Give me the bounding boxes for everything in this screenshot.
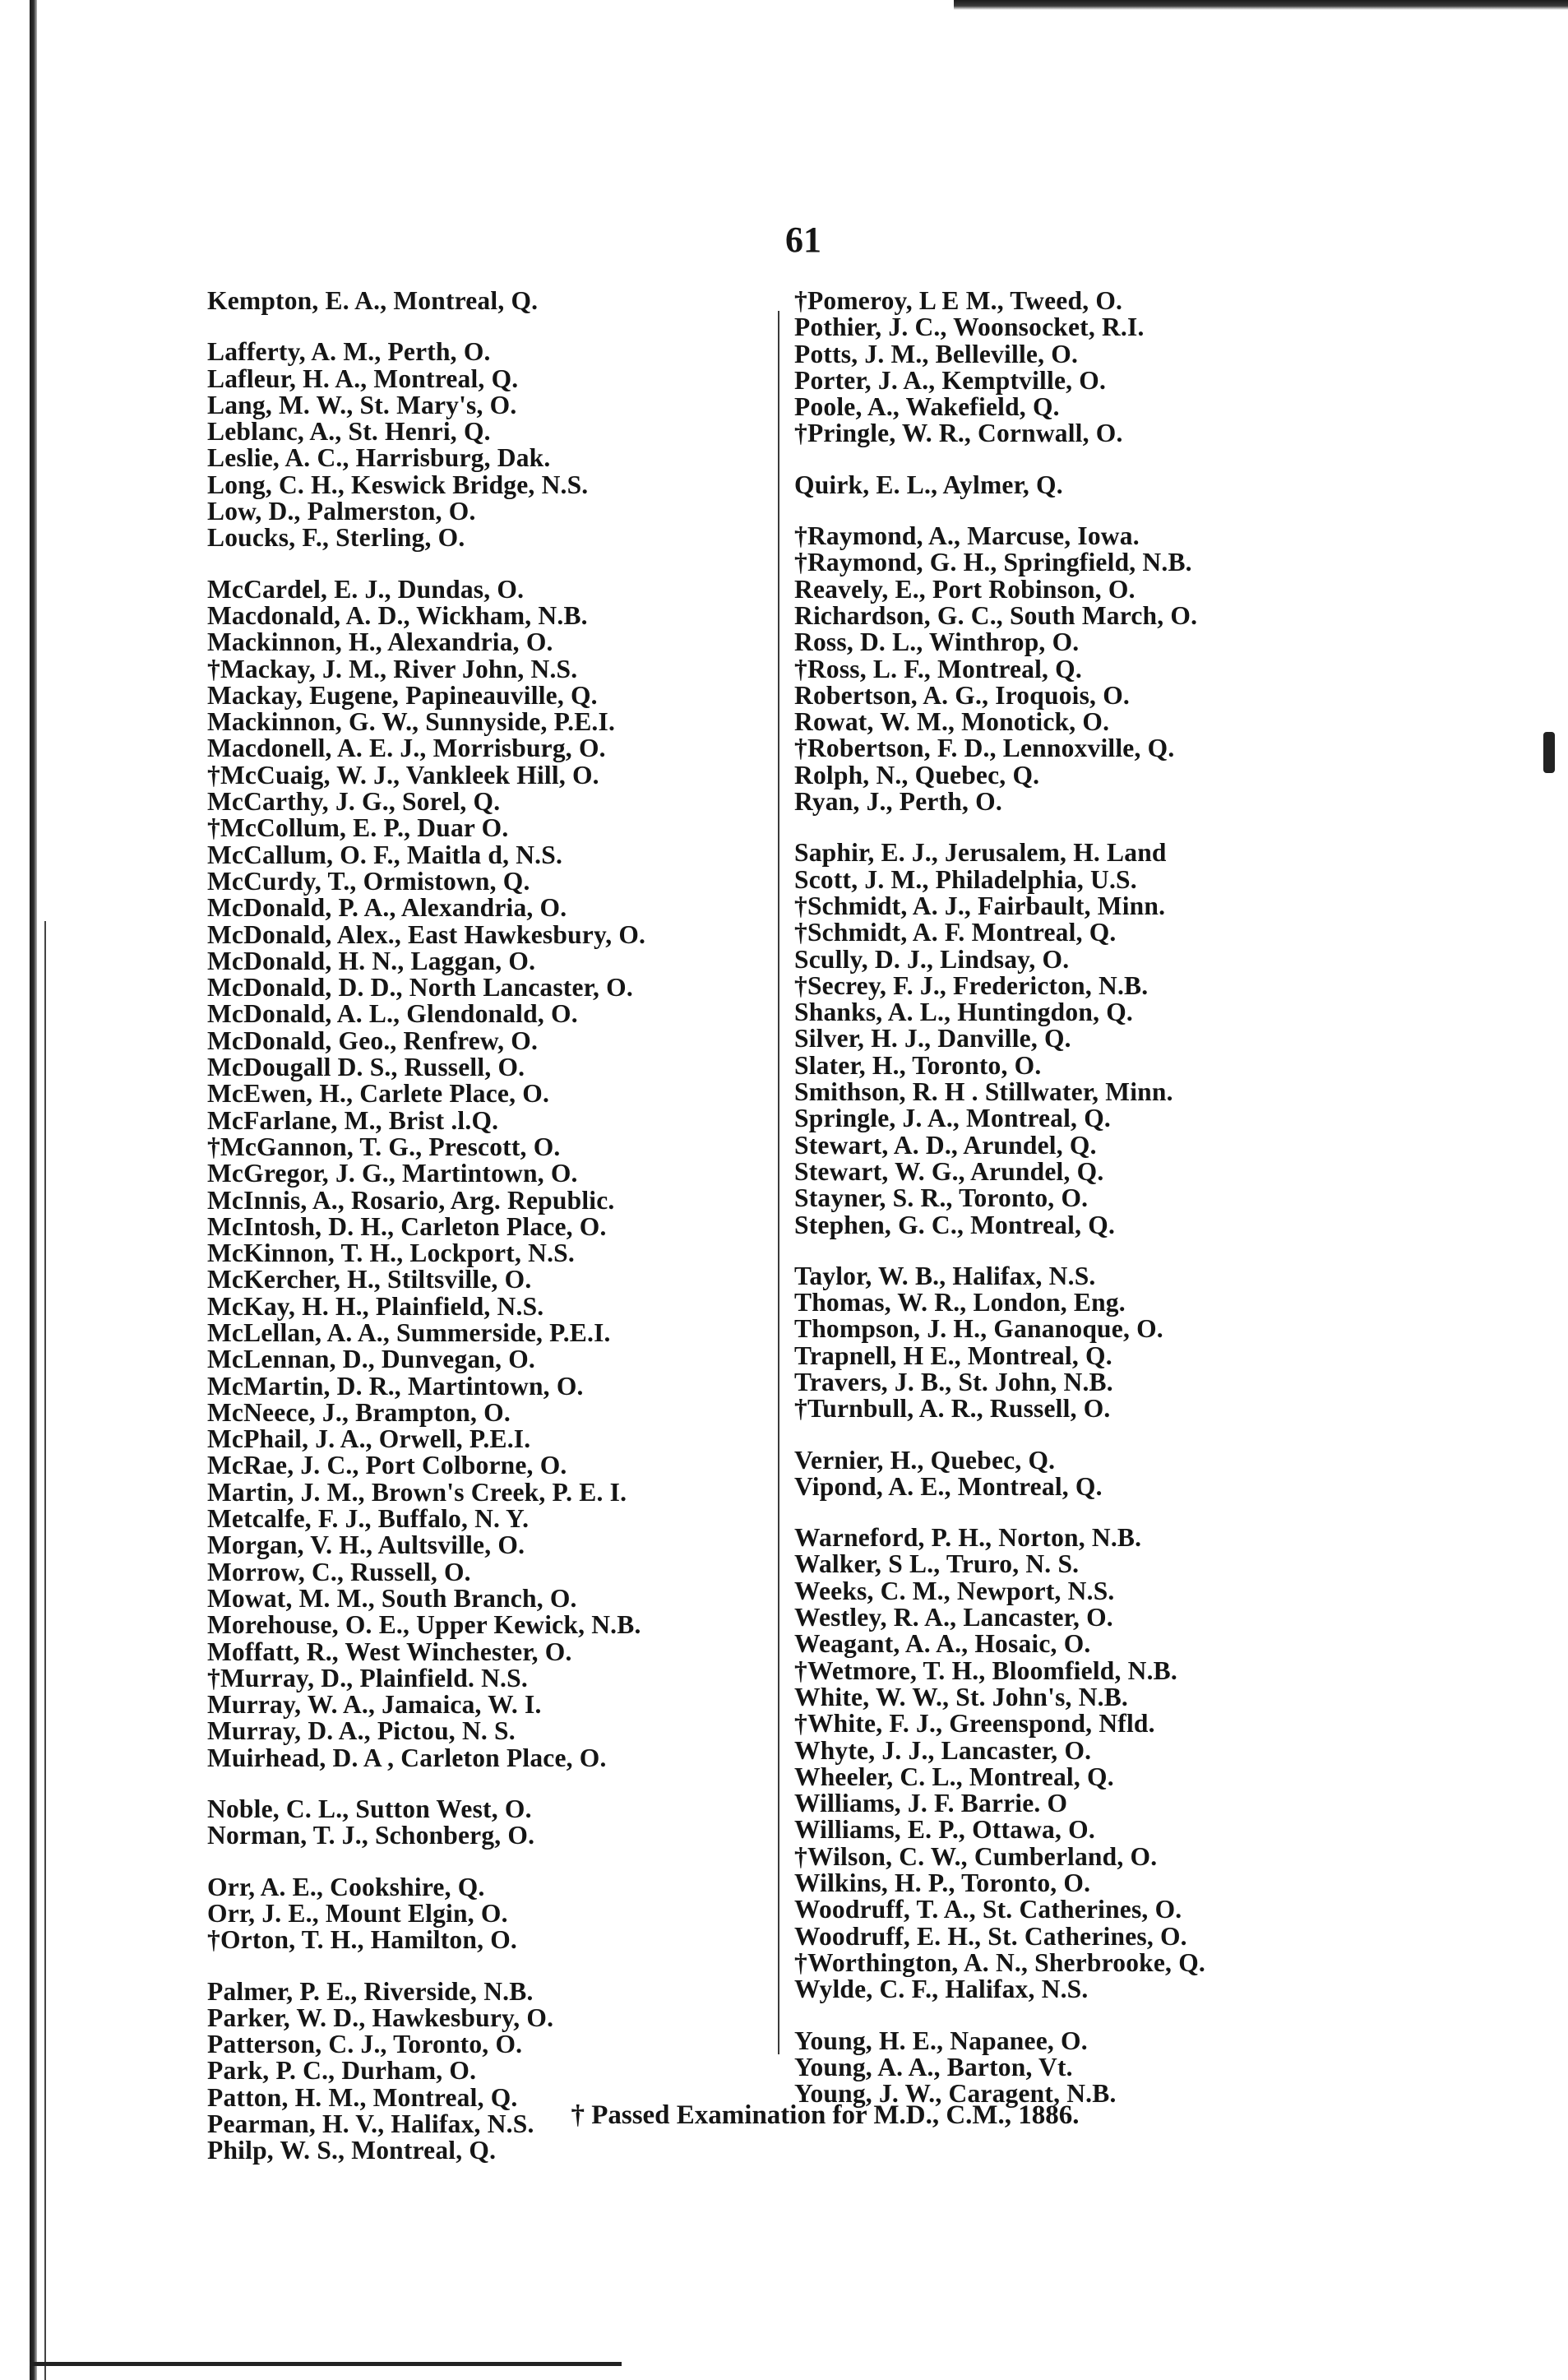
bottom-edge-shadow <box>30 2362 622 2366</box>
list-item: Macdonell, A. E. J., Morrisburg, O. <box>207 734 606 763</box>
name-group <box>794 1525 1321 2003</box>
list-item: Kempton, E. A., Montreal, Q. <box>207 286 539 315</box>
list-item: Poole, A., Wakefield, Q. <box>794 392 1060 422</box>
list-item: Orr, A. E., Cookshire, Q. <box>207 1872 485 1901</box>
right-column-list <box>794 288 1321 2107</box>
list-item: Mackay, Eugene, Papineauville, Q. <box>207 680 598 710</box>
name-group <box>794 1263 1321 1423</box>
list-item: Silver, H. J., Danville, Q. <box>794 1024 1071 1053</box>
list-item: Potts, J. M., Belleville, O. <box>794 339 1079 368</box>
list-item: Wylde, C. F., Halifax, N.S. <box>794 1975 1089 2004</box>
list-item: Vernier, H., Quebec, Q. <box>794 1445 1056 1475</box>
list-item: Rolph, N., Quebec, Q. <box>794 760 1040 789</box>
list-item: †Robertson, F. D., Lennoxville, Q. <box>794 734 1175 763</box>
list-item: Low, D., Palmerston, O. <box>207 497 476 526</box>
name-group <box>794 288 1321 447</box>
list-item: Mowat, M. M., South Branch, O. <box>207 1583 577 1613</box>
list-item: Saphir, E. J., Jerusalem, H. Land <box>794 838 1167 868</box>
list-item: Leblanc, A., St. Henri, Q. <box>207 417 491 447</box>
list-item: †Pringle, W. R., Cornwall, O. <box>794 419 1123 448</box>
list-item: Ryan, J., Perth, O. <box>794 787 1002 817</box>
list-item: Scott, J. M., Philadelphia, U.S. <box>794 864 1137 894</box>
list-item: †Orton, T. H., Hamilton, O. <box>207 1925 518 1955</box>
list-item: Norman, T. J., Schonberg, O. <box>207 1821 535 1850</box>
list-item: McDonald, Geo., Renfrew, O. <box>207 1026 539 1055</box>
list-item: †Worthington, A. N., Sherbrooke, Q. <box>794 1947 1205 1977</box>
footnote: † Passed Examination for M.D., C.M., 1886. <box>571 2100 1080 2130</box>
list-item: Thomas, W. R., London, Eng. <box>794 1288 1126 1317</box>
list-item: Long, C. H., Keswick Bridge, N.S. <box>207 470 589 499</box>
list-item: Slater, H., Toronto, O. <box>794 1050 1042 1080</box>
list-item: McLellan, A. A., Summerside, P.E.I. <box>207 1317 611 1347</box>
list-item: Patterson, C. J., Toronto, O. <box>207 2030 523 2059</box>
list-item: McCarthy, J. G., Sorel, Q. <box>207 787 501 817</box>
list-item: McDougall D. S., Russell, O. <box>207 1053 525 1082</box>
list-item: Martin, J. M., Brown's Creek, P. E. I. <box>207 1477 627 1507</box>
list-item: McDonald, H. N., Laggan, O. <box>207 946 536 975</box>
list-item: Stewart, A. D., Arundel, Q. <box>794 1130 1097 1160</box>
list-item: †Raymond, A., Marcuse, Iowa. <box>794 521 1140 551</box>
list-item: †Wetmore, T. H., Bloomfield, N.B. <box>794 1655 1177 1685</box>
list-item: McCurdy, T., Ormistown, Q. <box>207 866 530 896</box>
list-item: McFarlane, M., Brist .l.Q. <box>207 1105 499 1135</box>
list-item: Taylor, W. B., Halifax, N.S. <box>794 1261 1096 1290</box>
list-item: Williams, J. F. Barrie. O <box>794 1789 1068 1818</box>
list-item: Trapnell, H E., Montreal, Q. <box>794 1340 1112 1370</box>
left-column-list <box>207 288 750 2165</box>
list-item: Springle, J. A., Montreal, Q. <box>794 1104 1111 1133</box>
list-item: Stephen, G. C., Montreal, Q. <box>794 1210 1116 1239</box>
list-item: McIntosh, D. H., Carleton Place, O. <box>207 1211 607 1241</box>
list-item: Noble, C. L., Sutton West, O. <box>207 1794 532 1824</box>
list-item: McDonald, D. D., North Lancaster, O. <box>207 973 633 1002</box>
list-item: Philp, W. S., Montreal, Q. <box>207 2136 497 2165</box>
list-item: McKinnon, T. H., Lockport, N.S. <box>207 1239 575 1268</box>
list-item: Robertson, A. G., Iroquois, O. <box>794 680 1130 710</box>
list-item: Mackinnon, G. W., Sunnyside, P.E.I. <box>207 707 616 737</box>
list-item: McCardel, E. J., Dundas, O. <box>207 574 525 604</box>
list-item: McDonald, Alex., East Hawkesbury, O. <box>207 919 646 949</box>
list-item: McKercher, H., Stiltsville, O. <box>207 1265 532 1294</box>
list-item: Young, A. A., Barton, Vt. <box>794 2052 1073 2081</box>
list-item: McMartin, D. R., Martintown, O. <box>207 1371 584 1401</box>
list-item: †White, F. J., Greenspond, Nfld. <box>794 1709 1155 1739</box>
list-item: Thompson, J. H., Gananoque, O. <box>794 1314 1163 1344</box>
list-item: Morrow, C., Russell, O. <box>207 1557 471 1586</box>
list-item: Lafferty, A. M., Perth, O. <box>207 337 491 367</box>
name-group <box>794 523 1321 815</box>
list-item: Parker, W. D., Hawkesbury, O. <box>207 2003 554 2032</box>
list-item: Lafleur, H. A., Montreal, Q. <box>207 363 519 393</box>
list-item: †Turnbull, A. R., Russell, O. <box>794 1394 1111 1424</box>
page-number: 61 <box>785 220 821 260</box>
name-group <box>794 840 1321 1238</box>
list-item: Moffatt, R., West Winchester, O. <box>207 1637 572 1666</box>
list-item: Loucks, F., Sterling, O. <box>207 523 465 553</box>
list-item: Scully, D. J., Lindsay, O. <box>794 944 1070 974</box>
list-item: McInnis, A., Rosario, Arg. Republic. <box>207 1185 615 1215</box>
name-group <box>794 2028 1321 2108</box>
list-item: †Murray, D., Plainfield. N.S. <box>207 1663 528 1692</box>
name-group <box>207 339 750 551</box>
list-item: Leslie, A. C., Harrisburg, Dak. <box>207 443 551 473</box>
list-item: Wheeler, C. L., Montreal, Q. <box>794 1762 1114 1791</box>
list-item: McLennan, D., Dunvegan, O. <box>207 1345 535 1374</box>
list-item: Rowat, W. M., Monotick, O. <box>794 707 1110 737</box>
list-item: Young, J. W., Caragent, N.B. <box>794 2079 1117 2109</box>
list-item: Richardson, G. C., South March, O. <box>794 600 1198 630</box>
list-item: Westley, R. A., Lancaster, O. <box>794 1603 1113 1632</box>
list-item: †Pomeroy, L E M., Tweed, O. <box>794 286 1123 315</box>
list-item: Lang, M. W., St. Mary's, O. <box>207 390 517 419</box>
list-item: Reavely, E., Port Robinson, O. <box>794 574 1136 604</box>
list-item: †Wilson, C. W., Cumberland, O. <box>794 1841 1158 1871</box>
list-item: Orr, J. E., Mount Elgin, O. <box>207 1898 508 1928</box>
name-group <box>207 288 750 314</box>
list-item: McRae, J. C., Port Colborne, O. <box>207 1451 567 1480</box>
list-item: †Schmidt, A. J., Fairbault, Minn. <box>794 891 1166 920</box>
list-item: White, W. W., St. John's, N.B. <box>794 1682 1129 1711</box>
list-item: Woodruff, T. A., St. Catherines, O. <box>794 1895 1182 1924</box>
list-item: Williams, E. P., Ottawa, O. <box>794 1815 1095 1845</box>
name-group <box>207 576 750 1771</box>
list-item: Pothier, J. C., Woonsocket, R.I. <box>794 313 1145 342</box>
list-item: McKay, H. H., Plainfield, N.S. <box>207 1291 544 1321</box>
list-item: Metcalfe, F. J., Buffalo, N. Y. <box>207 1504 530 1534</box>
list-item: Smithson, R. H . Stillwater, Minn. <box>794 1077 1173 1107</box>
list-item: Pearman, H. V., Halifax, N.S. <box>207 2109 534 2138</box>
list-item: McGregor, J. G., Martintown, O. <box>207 1159 578 1188</box>
top-edge-shadow <box>954 0 1568 10</box>
list-item: †Mackay, J. M., River John, N.S. <box>207 654 578 683</box>
list-item: Warneford, P. H., Norton, N.B. <box>794 1523 1142 1553</box>
list-item: Macdonald, A. D., Wickham, N.B. <box>207 600 588 630</box>
list-item: Weagant, A. A., Hosaic, O. <box>794 1629 1091 1659</box>
list-item: Woodruff, E. H., St. Catherines, O. <box>794 1921 1187 1951</box>
list-item: Stewart, W. G., Arundel, Q. <box>794 1156 1104 1186</box>
list-item: McCallum, O. F., Maitla d, N.S. <box>207 840 563 869</box>
list-item: McDonald, A. L., Glendonald, O. <box>207 999 578 1029</box>
list-item: Vipond, A. E., Montreal, Q. <box>794 1471 1103 1501</box>
column-divider <box>778 311 779 2054</box>
list-item: †McCuaig, W. J., Vankleek Hill, O. <box>207 760 599 789</box>
list-item: McPhail, J. A., Orwell, P.E.I. <box>207 1424 531 1454</box>
list-item: †Raymond, G. H., Springfield, N.B. <box>794 548 1192 577</box>
page-edge-line <box>44 921 46 2380</box>
list-item: Palmer, P. E., Riverside, N.B. <box>207 1976 534 2006</box>
list-item: Stayner, S. R., Toronto, O. <box>794 1183 1089 1213</box>
list-item: Weeks, C. M., Newport, N.S. <box>794 1576 1115 1605</box>
list-item: †Schmidt, A. F. Montreal, Q. <box>794 918 1117 947</box>
list-item: Quirk, E. L., Aylmer, Q. <box>794 470 1063 499</box>
list-item: Muirhead, D. A , Carleton Place, O. <box>207 1743 607 1772</box>
list-item: Porter, J. A., Kemptville, O. <box>794 365 1107 395</box>
list-item: Murray, W. A., Jamaica, W. I. <box>207 1690 542 1720</box>
list-item: Whyte, J. J., Lancaster, O. <box>794 1735 1092 1765</box>
list-item: Patton, H. M., Montreal, Q. <box>207 2082 518 2112</box>
list-item: Wilkins, H. P., Toronto, O. <box>794 1868 1091 1898</box>
page-edge-shadow <box>30 0 37 2380</box>
list-item: Travers, J. B., St. John, N.B. <box>794 1367 1113 1396</box>
list-item: Morgan, V. H., Aultsville, O. <box>207 1530 525 1560</box>
name-group <box>207 1874 750 1954</box>
name-group <box>207 1976 750 2165</box>
list-item: McNeece, J., Brampton, O. <box>207 1397 511 1427</box>
list-item: McDonald, P. A., Alexandria, O. <box>207 893 567 923</box>
list-item: McEwen, H., Carlete Place, O. <box>207 1079 550 1109</box>
name-group <box>207 1796 750 1850</box>
list-item: Ross, D. L., Winthrop, O. <box>794 627 1080 657</box>
list-item: Morehouse, O. E., Upper Kewick, N.B. <box>207 1610 641 1640</box>
list-item: Shanks, A. L., Huntingdon, Q. <box>794 998 1133 1027</box>
list-item: †Ross, L. F., Montreal, Q. <box>794 654 1082 683</box>
list-item: Park, P. C., Durham, O. <box>207 2056 477 2086</box>
name-group <box>794 472 1321 498</box>
list-item: †Secrey, F. J., Fredericton, N.B. <box>794 970 1149 1000</box>
margin-speck <box>1543 732 1555 773</box>
list-item: Murray, D. A., Pictou, N. S. <box>207 1716 516 1746</box>
list-item: Young, H. E., Napanee, O. <box>794 2026 1088 2055</box>
list-item: †McCollum, E. P., Duar O. <box>207 813 509 843</box>
list-item: Mackinnon, H., Alexandria, O. <box>207 627 553 657</box>
name-group <box>794 1447 1321 1501</box>
list-item: †McGannon, T. G., Prescott, O. <box>207 1132 561 1161</box>
list-item: Walker, S L., Truro, N. S. <box>794 1549 1080 1579</box>
